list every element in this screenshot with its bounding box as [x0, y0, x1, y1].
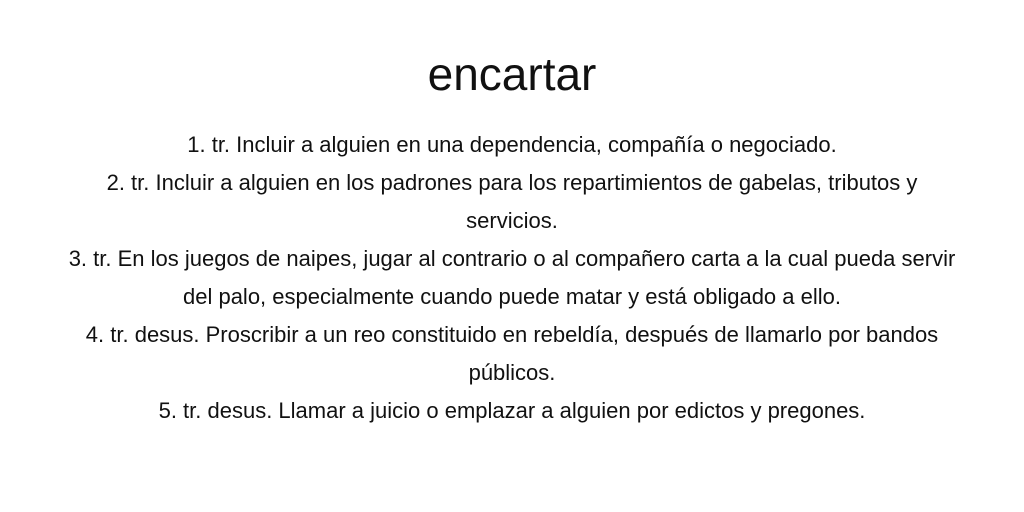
- definition-3: 3. tr. En los juegos de naipes, jugar al contrario o al compañero carta a la cual pueda servir del palo, especialmente cuando puede matar y está obligado a ello.: [68, 246, 956, 309]
- definition-list: [52, 126, 972, 430]
- definition-1: 1. tr. Incluir a alguien en una dependencia, compañía o negociado.: [187, 132, 837, 157]
- definition-2: 2. tr. Incluir a alguien en los padrones para los repartimientos de gabelas, tributos y servicios.: [106, 170, 918, 233]
- definition-5: 5. tr. desus. Llamar a juicio o emplazar a alguien por edictos y pregones.: [158, 398, 866, 423]
- definition-4: 4. tr. desus. Proscribir a un reo constituido en rebeldía, después de llamarlo por bandos públicos.: [85, 322, 939, 385]
- entry-word: encartar: [427, 48, 597, 100]
